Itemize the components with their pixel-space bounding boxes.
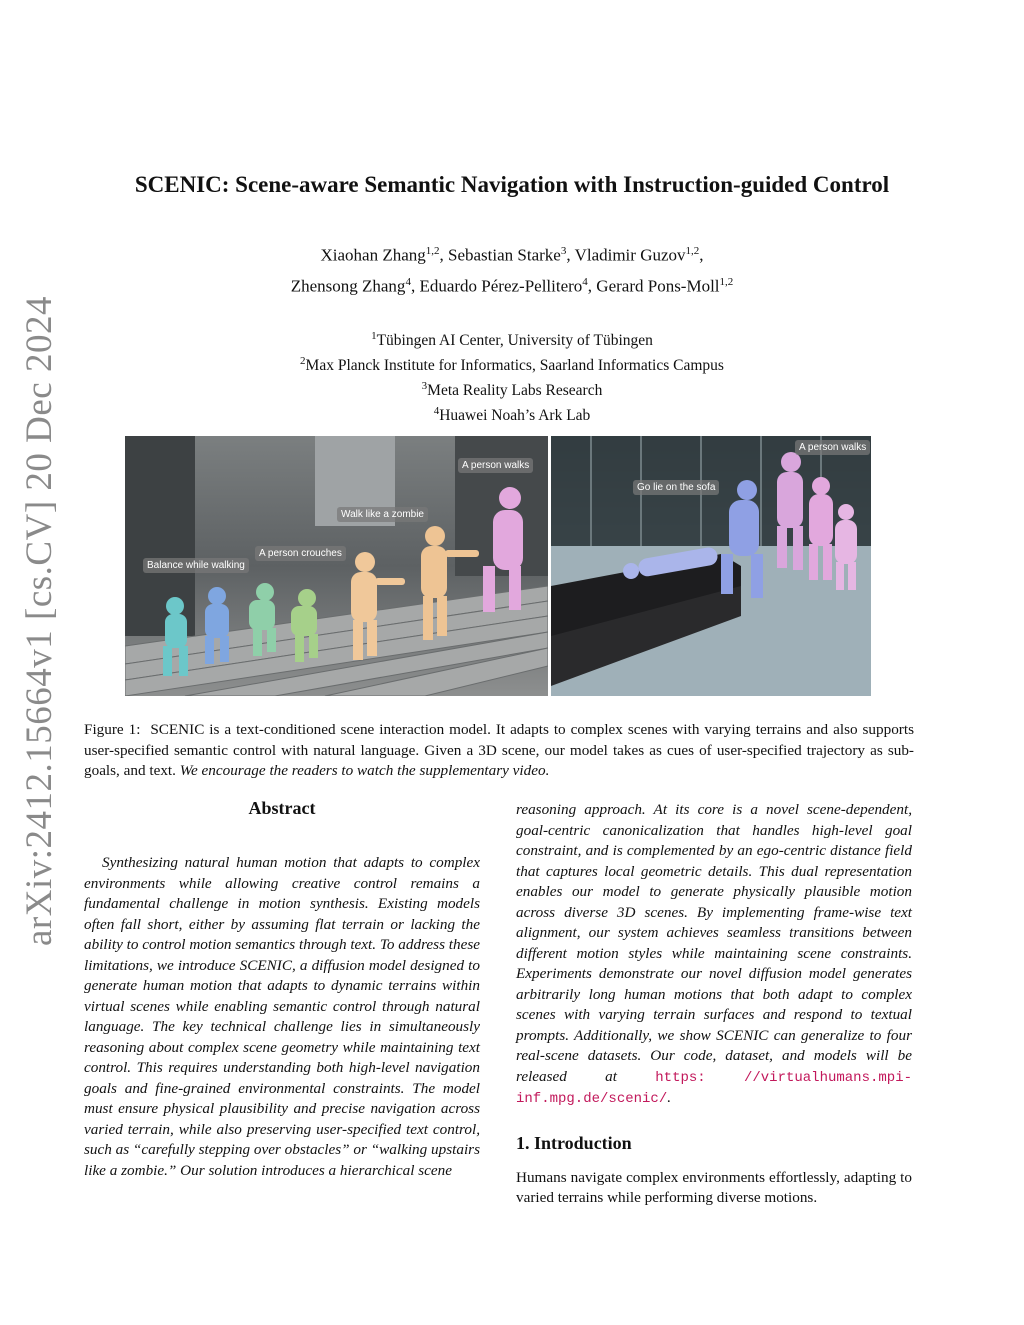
affiliation (0, 326, 1024, 351)
affiliation-text: Huawei Noah’s Ark Lab (439, 407, 591, 425)
prompt-label: Go lie on the sofa (633, 480, 719, 495)
figure-caption (84, 720, 914, 782)
affiliation (0, 351, 1024, 376)
author-affil: 4 (405, 275, 411, 288)
author-affil: 1,2 (719, 275, 734, 288)
author-sep: , (699, 245, 704, 265)
affiliation (0, 376, 1024, 401)
abstract-heading: Abstract (248, 798, 316, 818)
abstract-text-left: Synthesizing natural human motion that adapts to complex environments while allowing creative control remains a fundamental challenge in motion synthesis. Existing models often fall short, either by assuming flat terrain or lacking the ability to control motion semantics through text. To address these limitations, we introduce SCENIC, a diffusion model designed to generate human motion that adapts to dynamic terrains within virtual scenes while enabling semantic control through natural language. The key technical challenge lies in simultaneously reasoning about complex scene geometry while maintaining text control. This requires understanding both high-level navigation goals and fine-grained environmental constraints. The model must ensure physical plausibility and precise navigation across varied terrain, while also preserving user-specified text control, such as “carefully stepping over obstacles” or “walking upstairs like a zombie.” Our solution introduces a hierarchical scene (84, 854, 480, 1179)
affiliation-number: 2 (300, 355, 306, 368)
author-line-1 (0, 238, 1024, 269)
author-line-2 (0, 269, 1024, 300)
abstract-continuation: reasoning approach. At its core is a novel scene-dependent, goal-centric canonicalization that handles high-level goal constraint, and is complemented by an ego-centric distance field that captures local geometric details. This dual representation enables our model to generate physically plausible motion across diverse 3D scenes. By implementing frame-wise text alignment, our system achieves seamless transitions between different motion styles while maintaining scene constraints. Experiments demonstrate our novel diffusion model generates arbitrarily long human motions that both adapt to complex scenes with varying terrain surfaces and respond to textual prompts. Additionally, we show SCENIC can generalize to four real-scene datasets. Our code, dataset, and models will be released at (516, 801, 912, 1085)
column-left (84, 797, 480, 1181)
url-period: . (667, 1089, 672, 1106)
author-name: Zhensong Zhang (290, 276, 406, 296)
affiliation-number: 3 (421, 380, 428, 393)
abstract-text-right (516, 800, 912, 1110)
prompt-label: A person walks (458, 458, 533, 473)
affiliation-list (0, 326, 1024, 427)
author-affil: 4 (582, 275, 588, 288)
author-sep: , (566, 245, 575, 265)
figure-1 (125, 436, 871, 696)
author-sep: , (587, 276, 597, 296)
arxiv-identifier: arXiv:2412.15664v1 [cs.CV] 20 Dec 2024 (19, 296, 60, 946)
introduction-heading: 1. Introduction (516, 1132, 632, 1153)
caption-label: Figure 1: (84, 721, 141, 738)
prompt-label: A person walks (795, 440, 870, 455)
author-affil: 1,2 (685, 245, 700, 257)
project-url-link[interactable]: https: (655, 1069, 706, 1086)
prompt-label: A person crouches (255, 546, 346, 561)
author-name: Xiaohan Zhang (320, 245, 426, 265)
affiliation (0, 401, 1024, 426)
affiliation-number: 1 (371, 330, 377, 342)
affiliation-text: Max Planck Institute for Informatics, Saarland Informatics Campus (305, 357, 724, 375)
author-name: Sebastian Starke (448, 245, 561, 265)
caption-text: SCENIC is a text-conditioned scene interaction model. It adapts to complex scenes with varying terrains and also supports user-specified semantic control with natural language. Given a 3D scene, our model takes as cues of user-specified trajectory as sub-goals, and text. (84, 721, 914, 779)
author-sep: , (439, 245, 449, 265)
sofa-scene-image (551, 436, 871, 696)
figure-panel-sofa (551, 436, 871, 696)
paper-title: SCENIC: Scene-aware Semantic Navigation with Instruction-guided Control (134, 172, 890, 197)
author-name: Vladimir Guzov (574, 245, 686, 265)
author-name: Gerard Pons-Moll (596, 276, 720, 296)
prompt-label: Walk like a zombie (337, 507, 428, 522)
author-name: Eduardo Pérez-Pellitero (419, 276, 583, 296)
author-list (0, 238, 1024, 299)
author-affil: 1,2 (425, 245, 440, 257)
introduction-text: Humans navigate complex environments effortlessly, adapting to varied terrains while performing diverse motions. (516, 1168, 912, 1206)
author-affil: 3 (560, 245, 567, 257)
affiliation-number: 4 (433, 405, 440, 418)
figure-panel-stairs (125, 436, 548, 696)
caption-italic: We encourage the readers to watch the supplementary video. (179, 762, 550, 779)
column-right (516, 800, 912, 1209)
affiliation-text: Tübingen AI Center, University of Tübingen (376, 332, 653, 350)
author-sep: , (410, 276, 420, 296)
prompt-label: Balance while walking (143, 558, 249, 573)
project-url-link-continued[interactable]: //virtualhumans.mpi-inf.mpg.de/scenic/ (516, 1069, 912, 1107)
affiliation-text: Meta Reality Labs Research (427, 382, 603, 400)
